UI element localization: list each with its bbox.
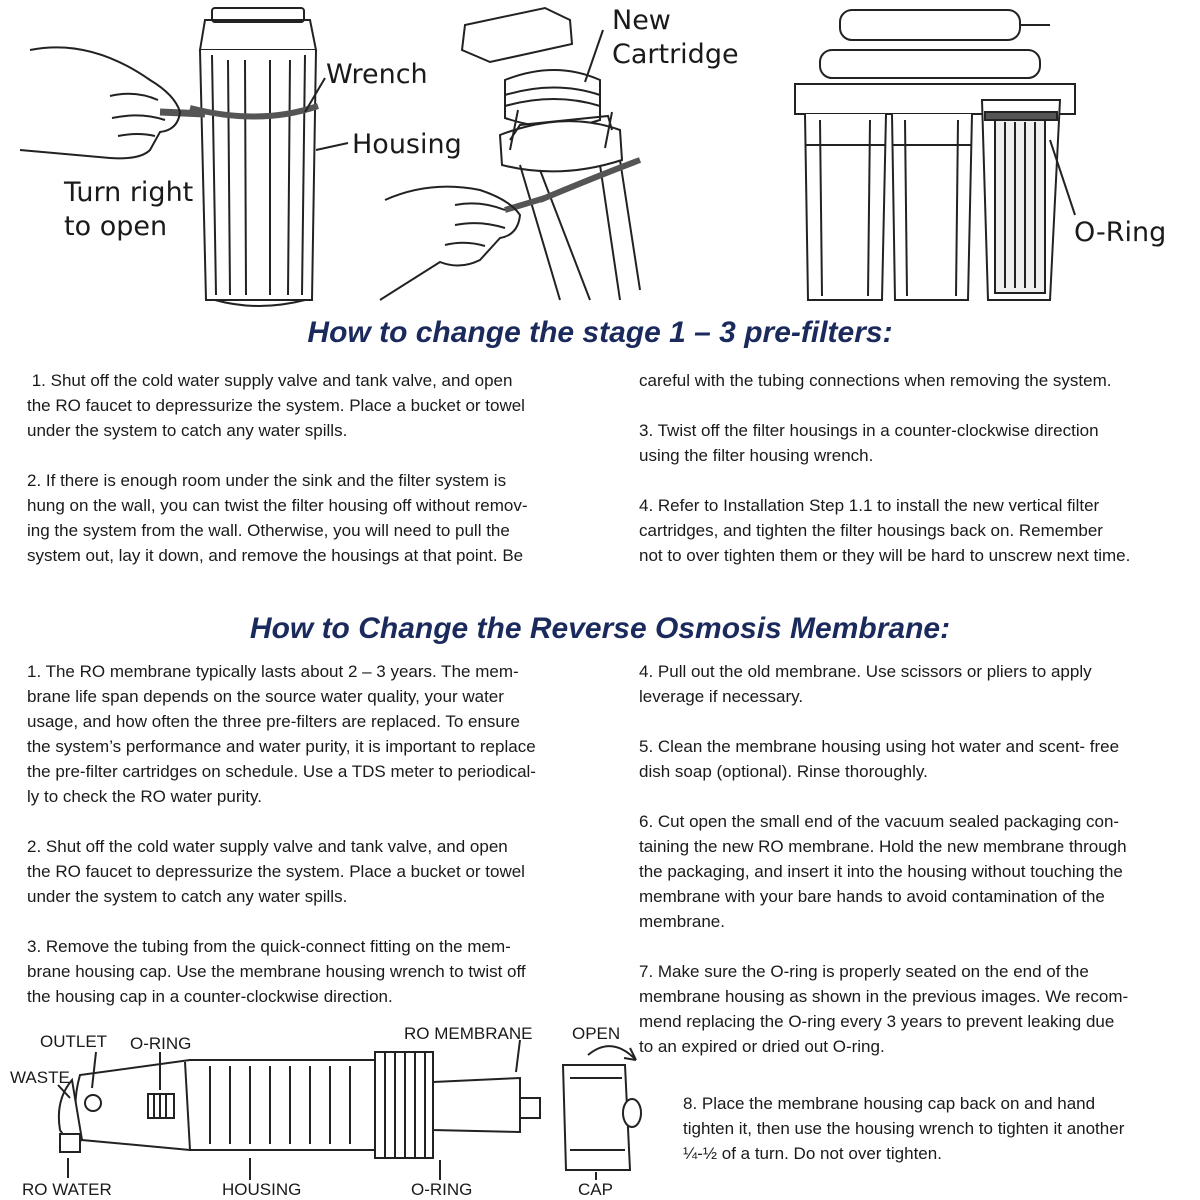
cap-label: CAP [578, 1180, 613, 1199]
text-line: 2. If there is enough room under the sink and the filter system is [27, 471, 507, 490]
text-line: 1. The RO membrane typically lasts about 2 – 3 years. The mem- [27, 662, 519, 681]
o-ring-label: O-Ring [1074, 217, 1167, 248]
housing-bottom-label: HOUSING [222, 1180, 302, 1199]
outlet-label: OUTLET [40, 1032, 108, 1051]
text-line: 4. Pull out the old membrane. Use scissors or pliers to apply [639, 662, 1092, 681]
ro-membrane-label: RO MEMBRANE [404, 1024, 533, 1043]
text-line: the RO faucet to depressurize the system. Place a bucket or towel [27, 862, 525, 881]
text-line: mend replacing the O-ring every 3 years to prevent leaking due [639, 1012, 1115, 1031]
wrench-label: Wrench [326, 59, 428, 90]
text-line: taining the new RO membrane. Hold the new membrane through [639, 837, 1127, 856]
text-line: membrane with your bare hands to avoid contamination of the [639, 887, 1105, 906]
text-line: membrane. [639, 912, 725, 931]
text-line: brane housing cap. Use the membrane housing wrench to twist off [27, 962, 526, 981]
text-line: not to over tighten them or they will be hard to unscrew next time. [639, 546, 1131, 565]
o-ring-top-label: O-RING [130, 1034, 192, 1053]
text-line: 3. Remove the tubing from the quick-connect fitting on the mem- [27, 937, 511, 956]
text-line: careful with the tubing connections when removing the system. [639, 371, 1112, 390]
text-line: ing the system from the wall. Otherwise, you will need to pull the [27, 521, 510, 540]
text-line: 1. Shut off the cold water supply valve and tank valve, and open [27, 371, 513, 390]
text-line: cartridges, and tighten the filter housings back on. Remember [639, 521, 1103, 540]
turn-right-label: Turn right [64, 177, 194, 208]
text-line: leverage if necessary. [639, 687, 804, 706]
housing-label: Housing [352, 129, 462, 160]
new-label: New [612, 5, 671, 36]
o-ring-bottom-label: O-RING [411, 1180, 473, 1199]
text-line: to an expired or dried out O-ring. [639, 1037, 885, 1056]
to-open-label: to open [64, 211, 168, 242]
prefilter-heading: How to change the stage 1 – 3 pre-filters: [307, 316, 893, 349]
text-line: 2. Shut off the cold water supply valve and tank valve, and open [27, 837, 508, 856]
text-line: using the filter housing wrench. [639, 446, 874, 465]
text-line: membrane housing as shown in the previous images. We recom- [639, 987, 1129, 1006]
text-line: 8. Place the membrane housing cap back on and hand [683, 1094, 1096, 1113]
text-line: under the system to catch any water spills. [27, 421, 348, 440]
text-line: dish soap (optional). Rinse thoroughly. [639, 762, 928, 781]
text-line: tighten it, then use the housing wrench to tighten it another [683, 1119, 1125, 1138]
text-line: under the system to catch any water spills. [27, 887, 348, 906]
text-line: usage, and how often the three pre-filters are replaced. To ensure [27, 712, 520, 731]
open-label: OPEN [572, 1024, 621, 1043]
text-line: ly to check the RO water purity. [27, 787, 262, 806]
text-line: 7. Make sure the O-ring is properly seated on the end of the [639, 962, 1089, 981]
text-line: the pre-filter cartridges on schedule. Use a TDS meter to periodical- [27, 762, 536, 781]
ro-water-label: RO WATER [22, 1180, 112, 1199]
text-line: 4. Refer to Installation Step 1.1 to install the new vertical filter [639, 496, 1100, 515]
text-line: the housing cap in a counter-clockwise direction. [27, 987, 393, 1006]
text-line: 5. Clean the membrane housing using hot water and scent- free [639, 737, 1120, 756]
text-line: the packaging, and insert it into the housing without touching the [639, 862, 1123, 881]
cartridge-label: Cartridge [612, 39, 739, 70]
text-line: system out, lay it down, and remove the housings at that point. Be [27, 546, 524, 565]
membrane-heading: How to Change the Reverse Osmosis Membrane: [249, 612, 951, 645]
text-line: hung on the wall, you can twist the filter housing off without remov- [27, 496, 528, 515]
text-line: the RO faucet to depressurize the system. Place a bucket or towel [27, 396, 525, 415]
text-line: 6. Cut open the small end of the vacuum sealed packaging con- [639, 812, 1120, 831]
waste-label: WASTE [10, 1068, 70, 1087]
text-line: ¼-½ of a turn. Do not over tighten. [683, 1144, 942, 1163]
text-line: 3. Twist off the filter housings in a counter-clockwise direction [639, 421, 1099, 440]
text-line: brane life span depends on the source water quality, your water [27, 687, 504, 706]
text-line: the system’s performance and water purity, it is important to replace [27, 737, 536, 756]
